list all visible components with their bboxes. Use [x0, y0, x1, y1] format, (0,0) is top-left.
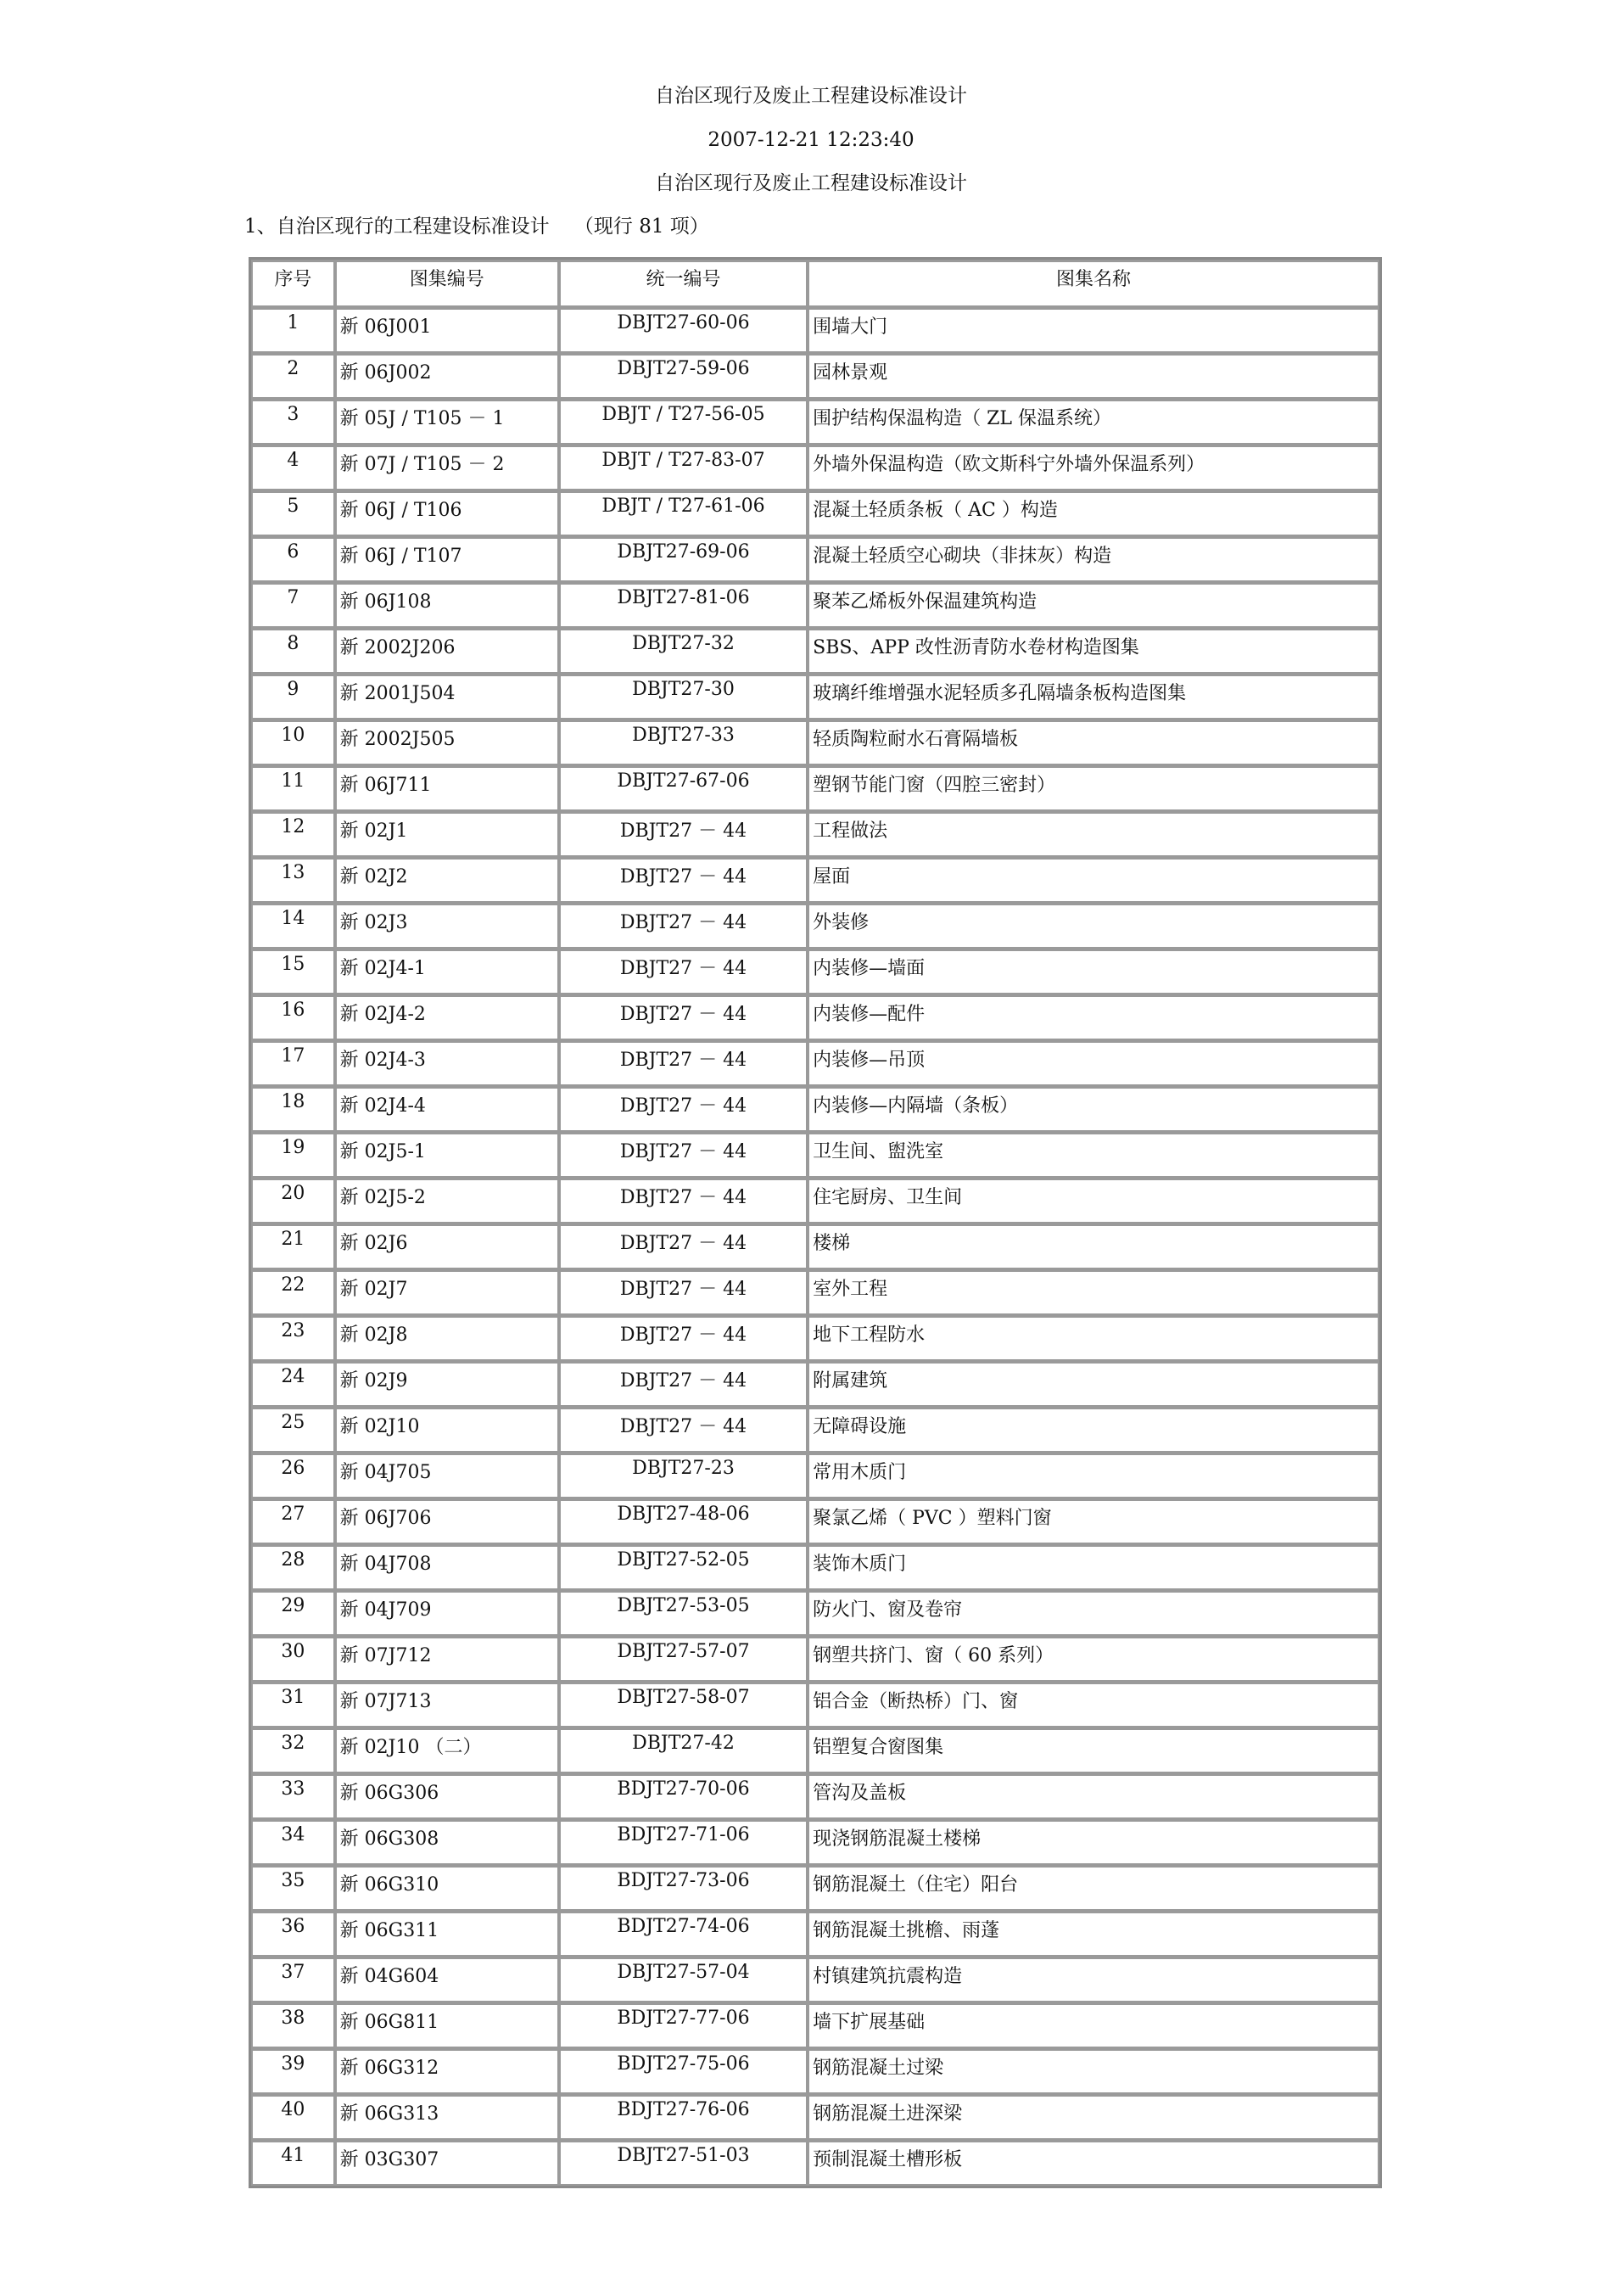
cell-unified-code: DBJT27 － 44 [559, 903, 808, 949]
cell-atlas-code: 新 04J709 [335, 1590, 559, 1636]
cell-unified-code: BDJT27-73-06 [559, 1865, 808, 1911]
cell-atlas-name: 内装修—墙面 [808, 949, 1379, 994]
cell-unified-code: DBJT27 － 44 [559, 1224, 808, 1269]
cell-serial-number: 5 [251, 490, 335, 536]
cell-atlas-code: 新 02J1 [335, 811, 559, 857]
cell-atlas-code: 新 02J10 （二） [335, 1728, 559, 1773]
table-row [251, 720, 1379, 765]
cell-serial-number: 37 [251, 1957, 335, 2002]
table-row [251, 2048, 1379, 2094]
cell-unified-code: DBJT27 － 44 [559, 949, 808, 994]
cell-atlas-name: 铝塑复合窗图集 [808, 1728, 1379, 1773]
cell-atlas-code: 新 02J4-4 [335, 1086, 559, 1132]
cell-serial-number: 24 [251, 1361, 335, 1407]
cell-unified-code: DBJT27-33 [559, 720, 808, 765]
cell-serial-number: 2 [251, 353, 335, 399]
table-row [251, 1407, 1379, 1453]
table-row [251, 1498, 1379, 1544]
cell-atlas-name: 内装修—吊顶 [808, 1040, 1379, 1086]
cell-serial-number: 26 [251, 1453, 335, 1498]
document-subtitle: 自治区现行及废止工程建设标准设计 [655, 172, 967, 194]
cell-atlas-code: 新 05J / T105 － 1 [335, 399, 559, 445]
cell-atlas-name: 管沟及盖板 [808, 1773, 1379, 1819]
cell-atlas-name: 墙下扩展基础 [808, 2002, 1379, 2048]
cell-unified-code: BDJT27-75-06 [559, 2048, 808, 2094]
cell-atlas-code: 新 06G306 [335, 1773, 559, 1819]
table-row [251, 1865, 1379, 1911]
table-row [251, 1544, 1379, 1590]
cell-serial-number: 8 [251, 628, 335, 674]
cell-unified-code: DBJT27 － 44 [559, 1040, 808, 1086]
cell-serial-number: 18 [251, 1086, 335, 1132]
table-row [251, 1590, 1379, 1636]
cell-atlas-code: 新 06J706 [335, 1498, 559, 1544]
cell-atlas-code: 新 02J3 [335, 903, 559, 949]
cell-unified-code: DBJT27-48-06 [559, 1498, 808, 1544]
cell-serial-number: 21 [251, 1224, 335, 1269]
table-row [251, 1315, 1379, 1361]
standards-table [249, 257, 1382, 2188]
cell-atlas-code: 新 06J002 [335, 353, 559, 399]
cell-atlas-code: 新 2002J505 [335, 720, 559, 765]
table-row [251, 765, 1379, 811]
cell-serial-number: 41 [251, 2140, 335, 2186]
table-row [251, 2002, 1379, 2048]
cell-atlas-name: 混凝土轻质空心砌块（非抹灰）构造 [808, 536, 1379, 582]
cell-serial-number: 30 [251, 1636, 335, 1682]
table-row [251, 490, 1379, 536]
cell-atlas-name: 外墙外保温构造（欧文斯科宁外墙外保温系列） [808, 445, 1379, 490]
cell-serial-number: 7 [251, 582, 335, 628]
table-row [251, 1132, 1379, 1178]
table-row [251, 445, 1379, 490]
cell-atlas-name: 预制混凝土槽形板 [808, 2140, 1379, 2186]
cell-atlas-code: 新 06J / T106 [335, 490, 559, 536]
cell-atlas-name: 室外工程 [808, 1269, 1379, 1315]
cell-atlas-name: 卫生间、盥洗室 [808, 1132, 1379, 1178]
cell-atlas-code: 新 04G604 [335, 1957, 559, 2002]
cell-atlas-name: 钢塑共挤门、窗（ 60 系列） [808, 1636, 1379, 1682]
cell-atlas-name: 外装修 [808, 903, 1379, 949]
cell-serial-number: 36 [251, 1911, 335, 1957]
cell-atlas-name: 塑钢节能门窗（四腔三密封） [808, 765, 1379, 811]
cell-atlas-name: 玻璃纤维增强水泥轻质多孔隔墙条板构造图集 [808, 674, 1379, 720]
document-title: 自治区现行及废止工程建设标准设计 [655, 85, 967, 107]
cell-serial-number: 35 [251, 1865, 335, 1911]
cell-atlas-name: 围护结构保温构造（ ZL 保温系统） [808, 399, 1379, 445]
cell-atlas-name: 装饰木质门 [808, 1544, 1379, 1590]
cell-serial-number: 32 [251, 1728, 335, 1773]
cell-serial-number: 3 [251, 399, 335, 445]
cell-unified-code: DBJT / T27-83-07 [559, 445, 808, 490]
cell-atlas-name: 钢筋混凝土挑檐、雨蓬 [808, 1911, 1379, 1957]
cell-atlas-name: 常用木质门 [808, 1453, 1379, 1498]
cell-atlas-name: 聚苯乙烯板外保温建筑构造 [808, 582, 1379, 628]
cell-atlas-name: 村镇建筑抗震构造 [808, 1957, 1379, 2002]
cell-unified-code: DBJT27 － 44 [559, 1178, 808, 1224]
cell-serial-number: 9 [251, 674, 335, 720]
cell-serial-number: 15 [251, 949, 335, 994]
cell-unified-code: DBJT27-23 [559, 1453, 808, 1498]
cell-serial-number: 23 [251, 1315, 335, 1361]
cell-atlas-code: 新 04J705 [335, 1453, 559, 1498]
cell-atlas-code: 新 06G313 [335, 2094, 559, 2140]
cell-atlas-code: 新 02J9 [335, 1361, 559, 1407]
cell-atlas-name: SBS、APP 改性沥青防水卷材构造图集 [808, 628, 1379, 674]
cell-atlas-name: 防火门、窗及卷帘 [808, 1590, 1379, 1636]
cell-unified-code: BDJT27-71-06 [559, 1819, 808, 1865]
cell-serial-number: 1 [251, 307, 335, 353]
cell-unified-code: DBJT27 － 44 [559, 1269, 808, 1315]
cell-unified-code: DBJT27-60-06 [559, 307, 808, 353]
cell-atlas-code: 新 2001J504 [335, 674, 559, 720]
cell-unified-code: DBJT27 － 44 [559, 1407, 808, 1453]
header-atlas-code: 图集编号 [335, 260, 559, 307]
cell-unified-code: DBJT / T27-61-06 [559, 490, 808, 536]
cell-atlas-name: 钢筋混凝土进深梁 [808, 2094, 1379, 2140]
cell-atlas-name: 围墙大门 [808, 307, 1379, 353]
cell-serial-number: 10 [251, 720, 335, 765]
cell-serial-number: 28 [251, 1544, 335, 1590]
cell-atlas-code: 新 02J7 [335, 1269, 559, 1315]
table-header-row [251, 260, 1379, 307]
cell-atlas-code: 新 06G811 [335, 2002, 559, 2048]
cell-unified-code: DBJT27 － 44 [559, 1132, 808, 1178]
table-row [251, 628, 1379, 674]
cell-serial-number: 16 [251, 994, 335, 1040]
cell-unified-code: DBJT27 － 44 [559, 1361, 808, 1407]
cell-unified-code: DBJT27 － 44 [559, 994, 808, 1040]
cell-atlas-code: 新 02J4-1 [335, 949, 559, 994]
table-row [251, 353, 1379, 399]
table-row [251, 994, 1379, 1040]
table-row [251, 857, 1379, 903]
cell-serial-number: 29 [251, 1590, 335, 1636]
cell-atlas-code: 新 07J / T105 － 2 [335, 445, 559, 490]
cell-atlas-code: 新 02J5-1 [335, 1132, 559, 1178]
cell-atlas-code: 新 02J6 [335, 1224, 559, 1269]
cell-unified-code: DBJT27-81-06 [559, 582, 808, 628]
table-row [251, 2094, 1379, 2140]
table-row [251, 811, 1379, 857]
table-row [251, 1361, 1379, 1407]
cell-serial-number: 13 [251, 857, 335, 903]
table-row [251, 1269, 1379, 1315]
header-atlas-name: 图集名称 [808, 260, 1379, 307]
cell-serial-number: 6 [251, 536, 335, 582]
table-row [251, 1224, 1379, 1269]
cell-serial-number: 20 [251, 1178, 335, 1224]
table-row [251, 1773, 1379, 1819]
table-row [251, 1819, 1379, 1865]
cell-atlas-name: 铝合金（断热桥）门、窗 [808, 1682, 1379, 1728]
cell-serial-number: 39 [251, 2048, 335, 2094]
cell-unified-code: DBJT27 － 44 [559, 1315, 808, 1361]
cell-atlas-name: 轻质陶粒耐水石膏隔墙板 [808, 720, 1379, 765]
cell-unified-code: BDJT27-70-06 [559, 1773, 808, 1819]
cell-unified-code: DBJT27 － 44 [559, 857, 808, 903]
cell-atlas-code: 新 06J001 [335, 307, 559, 353]
cell-atlas-code: 新 2002J206 [335, 628, 559, 674]
cell-serial-number: 27 [251, 1498, 335, 1544]
cell-atlas-name: 钢筋混凝土（住宅）阳台 [808, 1865, 1379, 1911]
cell-atlas-code: 新 02J10 [335, 1407, 559, 1453]
cell-atlas-name: 混凝土轻质条板（ AC ）构造 [808, 490, 1379, 536]
cell-unified-code: DBJT27-69-06 [559, 536, 808, 582]
cell-atlas-name: 无障碍设施 [808, 1407, 1379, 1453]
table-row [251, 1636, 1379, 1682]
table-row [251, 1957, 1379, 2002]
table-row [251, 1911, 1379, 1957]
cell-serial-number: 22 [251, 1269, 335, 1315]
cell-unified-code: DBJT27-58-07 [559, 1682, 808, 1728]
cell-atlas-code: 新 07J713 [335, 1682, 559, 1728]
cell-atlas-name: 钢筋混凝土过梁 [808, 2048, 1379, 2094]
cell-unified-code: DBJT27-51-03 [559, 2140, 808, 2186]
cell-atlas-code: 新 02J8 [335, 1315, 559, 1361]
cell-atlas-code: 新 02J2 [335, 857, 559, 903]
cell-atlas-code: 新 07J712 [335, 1636, 559, 1682]
table-row [251, 307, 1379, 353]
cell-serial-number: 17 [251, 1040, 335, 1086]
section-heading: 1、自治区现行的工程建设标准设计 （现行 81 项） [244, 216, 709, 238]
cell-unified-code: DBJT27 － 44 [559, 811, 808, 857]
cell-serial-number: 14 [251, 903, 335, 949]
table-row [251, 1453, 1379, 1498]
table-row [251, 2140, 1379, 2186]
table-row [251, 1178, 1379, 1224]
cell-atlas-name: 工程做法 [808, 811, 1379, 857]
cell-unified-code: BDJT27-74-06 [559, 1911, 808, 1957]
cell-serial-number: 34 [251, 1819, 335, 1865]
cell-atlas-name: 楼梯 [808, 1224, 1379, 1269]
cell-atlas-code: 新 03G307 [335, 2140, 559, 2186]
cell-unified-code: BDJT27-77-06 [559, 2002, 808, 2048]
cell-unified-code: DBJT27-42 [559, 1728, 808, 1773]
cell-atlas-code: 新 06G311 [335, 1911, 559, 1957]
cell-atlas-code: 新 02J4-2 [335, 994, 559, 1040]
cell-atlas-name: 附属建筑 [808, 1361, 1379, 1407]
cell-atlas-code: 新 02J4-3 [335, 1040, 559, 1086]
cell-unified-code: DBJT27-57-07 [559, 1636, 808, 1682]
table-row [251, 399, 1379, 445]
cell-atlas-name: 屋面 [808, 857, 1379, 903]
cell-serial-number: 40 [251, 2094, 335, 2140]
cell-unified-code: DBJT27-30 [559, 674, 808, 720]
cell-serial-number: 4 [251, 445, 335, 490]
cell-unified-code: DBJT27 － 44 [559, 1086, 808, 1132]
cell-unified-code: DBJT / T27-56-05 [559, 399, 808, 445]
cell-atlas-code: 新 02J5-2 [335, 1178, 559, 1224]
cell-unified-code: DBJT27-59-06 [559, 353, 808, 399]
document-datetime: 2007-12-21 12:23:40 [708, 129, 914, 151]
cell-serial-number: 19 [251, 1132, 335, 1178]
cell-atlas-code: 新 06J / T107 [335, 536, 559, 582]
table-row [251, 674, 1379, 720]
cell-serial-number: 31 [251, 1682, 335, 1728]
cell-unified-code: DBJT27-52-05 [559, 1544, 808, 1590]
table-row [251, 582, 1379, 628]
cell-unified-code: DBJT27-32 [559, 628, 808, 674]
table-row [251, 1040, 1379, 1086]
cell-atlas-name: 内装修—内隔墙（条板） [808, 1086, 1379, 1132]
cell-serial-number: 25 [251, 1407, 335, 1453]
cell-atlas-name: 聚氯乙烯（ PVC ）塑料门窗 [808, 1498, 1379, 1544]
cell-atlas-code: 新 06G308 [335, 1819, 559, 1865]
cell-unified-code: BDJT27-76-06 [559, 2094, 808, 2140]
table-row [251, 903, 1379, 949]
table-row [251, 1682, 1379, 1728]
cell-atlas-name: 园林景观 [808, 353, 1379, 399]
table-row [251, 536, 1379, 582]
cell-atlas-code: 新 06J711 [335, 765, 559, 811]
cell-atlas-name: 地下工程防水 [808, 1315, 1379, 1361]
header-serial-number: 序号 [251, 260, 335, 307]
cell-atlas-name: 内装修—配件 [808, 994, 1379, 1040]
cell-serial-number: 12 [251, 811, 335, 857]
table-row [251, 1086, 1379, 1132]
cell-unified-code: DBJT27-57-04 [559, 1957, 808, 2002]
table-body [251, 307, 1379, 2186]
cell-serial-number: 11 [251, 765, 335, 811]
table-row [251, 1728, 1379, 1773]
table-row [251, 949, 1379, 994]
cell-unified-code: DBJT27-67-06 [559, 765, 808, 811]
cell-atlas-code: 新 06J108 [335, 582, 559, 628]
cell-serial-number: 33 [251, 1773, 335, 1819]
cell-atlas-code: 新 04J708 [335, 1544, 559, 1590]
cell-atlas-name: 住宅厨房、卫生间 [808, 1178, 1379, 1224]
cell-atlas-code: 新 06G310 [335, 1865, 559, 1911]
cell-serial-number: 38 [251, 2002, 335, 2048]
header-unified-code: 统一编号 [559, 260, 808, 307]
cell-atlas-name: 现浇钢筋混凝土楼梯 [808, 1819, 1379, 1865]
cell-atlas-code: 新 06G312 [335, 2048, 559, 2094]
cell-unified-code: DBJT27-53-05 [559, 1590, 808, 1636]
